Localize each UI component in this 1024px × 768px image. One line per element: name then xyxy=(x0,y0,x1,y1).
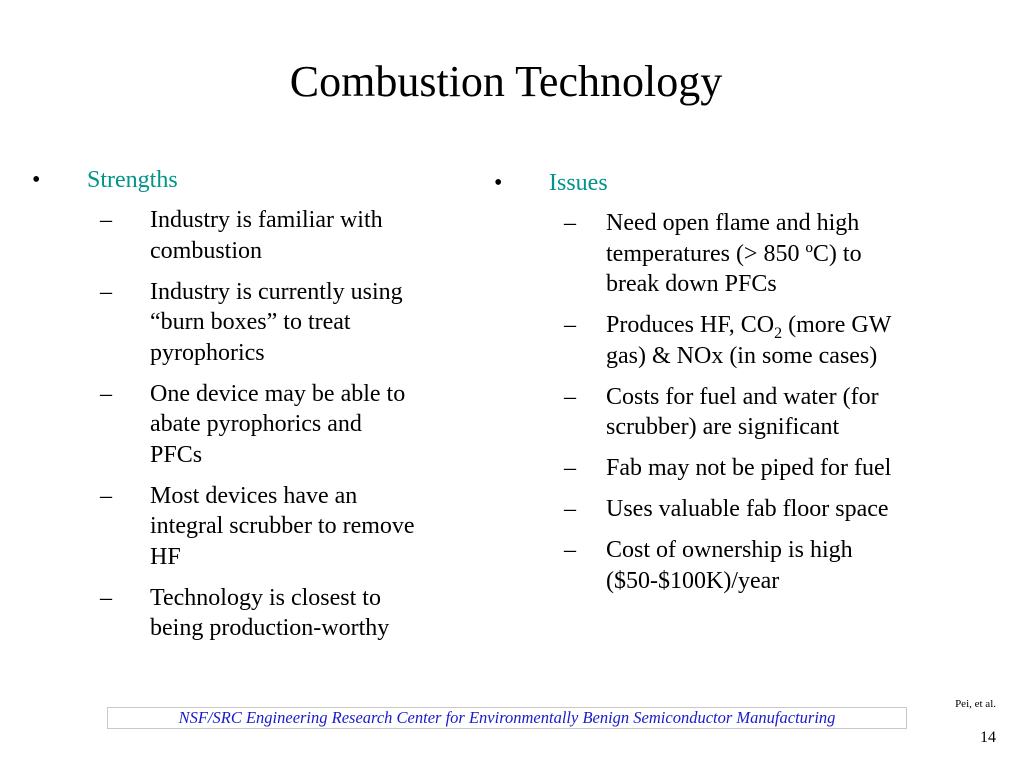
strengths-list xyxy=(32,205,482,644)
issue-item-line: Uses valuable fab floor space xyxy=(606,496,889,522)
strength-item-line: Most devices have an xyxy=(150,482,358,509)
issue-item xyxy=(494,494,964,525)
dash-marker: – xyxy=(100,482,112,509)
issue-item-line: ($50-$100K)/year xyxy=(606,567,780,594)
dash-marker: – xyxy=(564,455,576,481)
issue-text-part: (more GW xyxy=(782,312,892,338)
strength-item-line: pyrophorics xyxy=(150,339,265,366)
bullet-dot: • xyxy=(494,170,503,196)
strength-item-line: PFCs xyxy=(150,441,203,468)
dash-marker: – xyxy=(100,278,112,305)
issue-item xyxy=(494,208,964,300)
issue-item-line: temperatures (> 850 ºC) to xyxy=(606,240,862,267)
issue-item-line xyxy=(606,310,964,341)
issue-item-line: break down PFCs xyxy=(606,271,777,297)
bullet-dot: • xyxy=(32,167,41,193)
issue-item xyxy=(494,453,964,484)
strength-item-line: Industry is familiar with xyxy=(150,207,383,233)
subscript-two: 2 xyxy=(774,324,783,342)
strength-item-line: Technology is closest to xyxy=(150,584,381,611)
strength-item-line: HF xyxy=(150,543,181,570)
strength-item-line: One device may be able to xyxy=(150,380,406,407)
dash-marker: – xyxy=(100,207,112,233)
strength-item-line: being production-worthy xyxy=(150,615,390,641)
issue-item-line: scrubber) are significant xyxy=(606,414,840,440)
strength-item-line: “burn boxes” to treat xyxy=(150,309,351,335)
issue-item-line: Costs for fuel and water (for xyxy=(606,383,879,410)
strength-item-line: Industry is currently using xyxy=(150,278,403,305)
strength-item-line: combustion xyxy=(150,237,262,264)
strength-item xyxy=(32,379,482,471)
strength-item xyxy=(32,205,482,266)
issue-text-part: Produces HF, CO xyxy=(606,312,775,338)
issue-item xyxy=(494,535,964,596)
strength-item xyxy=(32,277,482,369)
strength-item-line: integral scrubber to remove xyxy=(150,513,415,539)
strengths-column xyxy=(32,165,482,654)
dash-marker: – xyxy=(564,210,576,236)
issue-item xyxy=(494,310,964,371)
issue-item-line: Cost of ownership is high xyxy=(606,537,853,563)
issue-item-line: Need open flame and high xyxy=(606,210,860,236)
footer-banner: NSF/SRC Engineering Research Center for Environmentally Benign Semiconductor Manufacturing xyxy=(107,707,907,729)
strength-item xyxy=(32,583,482,644)
strength-item xyxy=(32,481,482,573)
strengths-heading-row xyxy=(32,165,482,195)
issue-item-line: gas) & NOx (in some cases) xyxy=(606,342,878,369)
strengths-heading: Strengths xyxy=(87,167,178,193)
page-number: 14 xyxy=(980,729,996,746)
strength-item-line: abate pyrophorics and xyxy=(150,411,362,437)
slide-title: Combustion Technology xyxy=(289,57,723,106)
issues-heading-row xyxy=(494,168,964,198)
dash-marker: – xyxy=(564,312,576,338)
citation: Pei, et al. xyxy=(955,698,996,710)
issues-heading: Issues xyxy=(549,170,608,196)
issues-list xyxy=(494,208,964,596)
dash-marker: – xyxy=(564,383,576,410)
dash-marker: – xyxy=(100,380,112,407)
dash-marker: – xyxy=(564,496,576,522)
issue-item-line: Fab may not be piped for fuel xyxy=(606,455,892,481)
issues-column xyxy=(494,168,964,607)
issue-item xyxy=(494,382,964,443)
dash-marker: – xyxy=(100,584,112,611)
dash-marker: – xyxy=(564,537,576,563)
